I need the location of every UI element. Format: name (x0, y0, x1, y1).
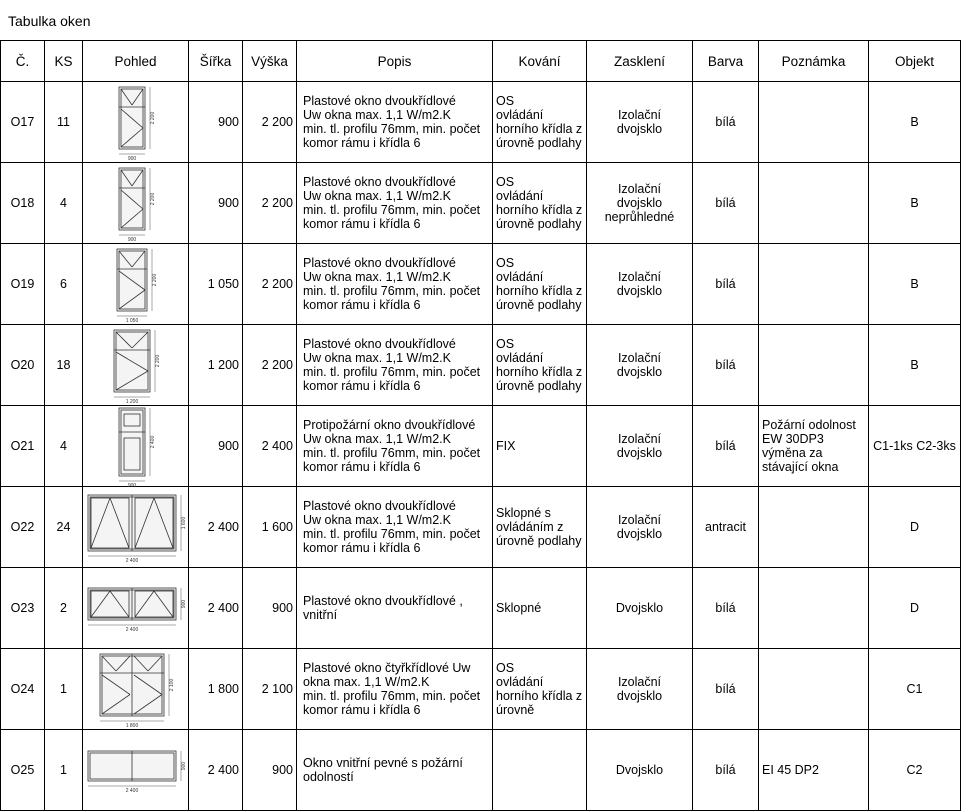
cell-cislo: O25 (1, 730, 45, 811)
kovani-line: horního křídla z (496, 284, 583, 298)
popis-line: Uw okna max. 1,1 W/m2.K (303, 513, 451, 527)
cell-sirka: 2 400 (189, 568, 243, 649)
cell-objekt: C1 (869, 649, 961, 730)
cell-ks: 4 (45, 163, 83, 244)
height-dimension-label: 1 600 (180, 516, 187, 530)
poznamka-line: stávající okna (762, 460, 839, 474)
cell-kovani (493, 730, 587, 811)
width-dimension-label: 900 (127, 483, 136, 489)
cell-sirka: 1 800 (189, 649, 243, 730)
kovani-line: horního křídla z (496, 203, 583, 217)
kovani-line: OS (496, 175, 515, 189)
cell-barva: bílá (693, 163, 759, 244)
cell-sirka: 900 (189, 82, 243, 163)
width-dimension-label: 2 400 (125, 627, 138, 633)
cell-popis (297, 163, 493, 244)
width-dimension-label: 2 400 (125, 788, 138, 794)
kovani-line: Sklopné (496, 601, 542, 615)
cell-pohled (83, 568, 189, 649)
cell-cislo: O17 (1, 82, 45, 163)
height-dimension-label: 2 400 (149, 435, 156, 449)
cell-popis (297, 406, 493, 487)
kovani-line: úrovně podlahy (496, 136, 582, 150)
cell-zaskleni (587, 406, 693, 487)
height-dimension-label: 2 200 (154, 354, 161, 368)
cell-barva: bílá (693, 730, 759, 811)
window-drawing (84, 326, 188, 404)
zaskleni-line: Izolační (617, 182, 662, 196)
cell-pohled (83, 82, 189, 163)
cell-kovani (493, 82, 587, 163)
cell-popis (297, 730, 493, 811)
popis-line: Plastové okno čtyřkřídlové Uw (303, 661, 471, 675)
popis-line: min. tl. profilu 76mm, min. počet (303, 689, 481, 703)
cell-zaskleni (587, 730, 693, 811)
popis-line: min. tl. profilu 76mm, min. počet (303, 527, 481, 541)
popis-line: okna max. 1,1 W/m2.K (303, 675, 430, 689)
cell-barva: bílá (693, 406, 759, 487)
cell-pohled (83, 325, 189, 406)
cell-pohled (83, 406, 189, 487)
popis-line: Uw okna max. 1,1 W/m2.K (303, 270, 451, 284)
cell-vyska: 2 400 (243, 406, 297, 487)
cell-barva: bílá (693, 82, 759, 163)
popis-line: Plastové okno dvoukřídlové (303, 256, 456, 270)
cell-vyska: 900 (243, 568, 297, 649)
zaskleni-line: Izolační (617, 675, 662, 689)
popis-line: Plastové okno dvoukřídlové (303, 337, 456, 351)
table-row (1, 487, 961, 568)
popis-line: Uw okna max. 1,1 W/m2.K (303, 432, 451, 446)
window-drawing (84, 731, 188, 809)
zaskleni-line: dvojsklo (616, 365, 663, 379)
cell-zaskleni (587, 82, 693, 163)
kovani-line: OS (496, 256, 515, 270)
height-dimension-label: 2 200 (149, 111, 156, 125)
popis-line: komor rámu i křídla 6 (303, 136, 421, 150)
cell-poznamka (759, 82, 869, 163)
zaskleni-line: Izolační (617, 432, 662, 446)
cell-sirka: 900 (189, 163, 243, 244)
cell-kovani (493, 649, 587, 730)
cell-objekt: D (869, 487, 961, 568)
kovani-line: ovládáním z (496, 520, 564, 534)
popis-line: min. tl. profilu 76mm, min. počet (303, 365, 481, 379)
poznamka-line: EW 30DP3 (762, 432, 824, 446)
height-dimension-label: 2 100 (168, 678, 175, 692)
kovani-line: ovládání (496, 675, 544, 689)
table-row (1, 730, 961, 811)
popis-line: komor rámu i křídla 6 (303, 703, 421, 717)
cell-kovani (493, 487, 587, 568)
kovani-line: úrovně podlahy (496, 379, 582, 393)
cell-barva: bílá (693, 649, 759, 730)
window-drawing (84, 650, 188, 728)
header-cislo: Č. (1, 41, 45, 82)
table-row (1, 244, 961, 325)
cell-poznamka (759, 325, 869, 406)
cell-kovani (493, 406, 587, 487)
kovani-line: OS (496, 661, 515, 675)
cell-kovani (493, 244, 587, 325)
popis-line: komor rámu i křídla 6 (303, 298, 421, 312)
poznamka-line: výměna za (762, 446, 823, 460)
popis-line: Uw okna max. 1,1 W/m2.K (303, 189, 451, 203)
zaskleni-line: dvojsklo (616, 527, 663, 541)
cell-sirka: 2 400 (189, 487, 243, 568)
window-table (0, 40, 961, 811)
cell-zaskleni (587, 649, 693, 730)
cell-objekt: B (869, 244, 961, 325)
popis-line: Plastové okno dvoukřídlové (303, 499, 456, 513)
cell-barva: antracit (693, 487, 759, 568)
cell-vyska: 2 100 (243, 649, 297, 730)
cell-popis (297, 568, 493, 649)
popis-line: Plastové okno dvoukřídlové , (303, 594, 463, 608)
table-row (1, 325, 961, 406)
width-dimension-label: 900 (127, 237, 136, 243)
popis-line: Uw okna max. 1,1 W/m2.K (303, 351, 451, 365)
cell-objekt: D (869, 568, 961, 649)
popis-line: komor rámu i křídla 6 (303, 460, 421, 474)
cell-pohled (83, 163, 189, 244)
header-sirka: Šířka (189, 41, 243, 82)
cell-ks: 2 (45, 568, 83, 649)
window-frame (117, 249, 147, 311)
kovani-line: úrovně (496, 703, 535, 717)
height-dimension-label: 900 (180, 761, 187, 771)
window-drawing (84, 164, 188, 242)
cell-zaskleni (587, 568, 693, 649)
window-drawing (84, 488, 188, 566)
cell-ks: 1 (45, 730, 83, 811)
cell-cislo: O23 (1, 568, 45, 649)
width-dimension-label: 2 400 (125, 558, 138, 564)
cell-popis (297, 244, 493, 325)
cell-ks: 24 (45, 487, 83, 568)
cell-zaskleni (587, 244, 693, 325)
popis-line: vnitřní (303, 608, 338, 622)
cell-vyska: 2 200 (243, 163, 297, 244)
cell-ks: 6 (45, 244, 83, 325)
zaskleni-line: Izolační (617, 513, 662, 527)
popis-line: min. tl. profilu 76mm, min. počet (303, 284, 481, 298)
kovani-line: ovládání (496, 189, 544, 203)
cell-zaskleni (587, 487, 693, 568)
cell-poznamka (759, 406, 869, 487)
header-barva: Barva (693, 41, 759, 82)
popis-line: Plastové okno dvoukřídlové (303, 175, 456, 189)
cell-popis (297, 325, 493, 406)
cell-cislo: O24 (1, 649, 45, 730)
cell-vyska: 2 200 (243, 82, 297, 163)
cell-vyska: 2 200 (243, 244, 297, 325)
kovani-line: úrovně podlahy (496, 217, 582, 231)
kovani-line: ovládání (496, 351, 544, 365)
zaskleni-line: neprůhledné (604, 210, 675, 224)
header-zaskleni: Zasklení (587, 41, 693, 82)
table-row (1, 649, 961, 730)
poznamka-line: EI 45 DP2 (762, 763, 819, 777)
cell-poznamka (759, 649, 869, 730)
cell-vyska: 2 200 (243, 325, 297, 406)
cell-cislo: O18 (1, 163, 45, 244)
cell-barva: bílá (693, 325, 759, 406)
popis-line: komor rámu i křídla 6 (303, 379, 421, 393)
cell-sirka: 1 200 (189, 325, 243, 406)
cell-objekt: C2 (869, 730, 961, 811)
popis-line: min. tl. profilu 76mm, min. počet (303, 446, 481, 460)
header-objekt: Objekt (869, 41, 961, 82)
page-title: Tabulka oken (8, 13, 91, 29)
width-dimension-label: 1 800 (125, 723, 138, 729)
zaskleni-line: Izolační (617, 108, 662, 122)
popis-line: Uw okna max. 1,1 W/m2.K (303, 108, 451, 122)
popis-line: Okno vnitřní pevné s požární (303, 756, 463, 770)
cell-popis (297, 487, 493, 568)
cell-sirka: 1 050 (189, 244, 243, 325)
popis-line: komor rámu i křídla 6 (303, 541, 421, 555)
table-row (1, 406, 961, 487)
cell-cislo: O19 (1, 244, 45, 325)
kovani-line: FIX (496, 439, 516, 453)
cell-zaskleni (587, 163, 693, 244)
kovani-line: Sklopné s (496, 506, 551, 520)
table-row (1, 82, 961, 163)
kovani-line: horního křídla z (496, 365, 583, 379)
zaskleni-line: dvojsklo (616, 122, 663, 136)
cell-objekt: B (869, 163, 961, 244)
height-dimension-label: 2 200 (151, 273, 158, 287)
cell-poznamka (759, 163, 869, 244)
cell-sirka: 900 (189, 406, 243, 487)
window-drawing (84, 245, 188, 323)
zaskleni-line: Dvojsklo (615, 601, 664, 615)
zaskleni-line: Izolační (617, 351, 662, 365)
table-row (1, 163, 961, 244)
window-frame (114, 330, 150, 392)
kovani-line: OS (496, 337, 515, 351)
cell-objekt: C1-1ks C2-3ks (869, 406, 961, 487)
cell-ks: 11 (45, 82, 83, 163)
height-dimension-label: 2 200 (149, 192, 156, 206)
cell-vyska: 1 600 (243, 487, 297, 568)
cell-poznamka (759, 244, 869, 325)
popis-line: odolností (303, 770, 354, 784)
cell-ks: 18 (45, 325, 83, 406)
cell-popis (297, 82, 493, 163)
popis-line: Protipožární okno dvoukřídlové (303, 418, 476, 432)
table-header (1, 41, 961, 82)
cell-vyska: 900 (243, 730, 297, 811)
cell-kovani (493, 163, 587, 244)
cell-ks: 4 (45, 406, 83, 487)
cell-barva: bílá (693, 568, 759, 649)
window-drawing (84, 407, 188, 489)
popis-line: Plastové okno dvoukřídlové (303, 94, 456, 108)
header-pohled: Pohled (83, 41, 189, 82)
zaskleni-line: dvojsklo (616, 446, 663, 460)
cell-cislo: O20 (1, 325, 45, 406)
cell-poznamka (759, 730, 869, 811)
width-dimension-label: 900 (127, 156, 136, 162)
header-ks: KS (45, 41, 83, 82)
kovani-line: úrovně podlahy (496, 534, 582, 548)
window-drawing (84, 569, 188, 647)
header-kovani: Kování (493, 41, 587, 82)
header-poznamka: Poznámka (759, 41, 869, 82)
cell-sirka: 2 400 (189, 730, 243, 811)
width-dimension-label: 1 200 (125, 399, 138, 405)
kovani-line: úrovně podlahy (496, 298, 582, 312)
popis-line: min. tl. profilu 76mm, min. počet (303, 122, 481, 136)
poznamka-line: Požární odolnost (762, 418, 856, 432)
zaskleni-line: dvojsklo (616, 196, 663, 210)
header-popis: Popis (297, 41, 493, 82)
cell-kovani (493, 568, 587, 649)
table-row (1, 568, 961, 649)
height-dimension-label: 900 (180, 599, 187, 609)
zaskleni-line: Dvojsklo (615, 763, 664, 777)
popis-line: komor rámu i křídla 6 (303, 217, 421, 231)
cell-popis (297, 649, 493, 730)
kovani-line: ovládání (496, 108, 544, 122)
kovani-line: OS (496, 94, 515, 108)
cell-ks: 1 (45, 649, 83, 730)
window-frame (119, 408, 145, 476)
cell-zaskleni (587, 325, 693, 406)
cell-pohled (83, 649, 189, 730)
kovani-line: ovládání (496, 270, 544, 284)
cell-pohled (83, 244, 189, 325)
cell-barva: bílá (693, 244, 759, 325)
header-vyska: Výška (243, 41, 297, 82)
cell-cislo: O22 (1, 487, 45, 568)
width-dimension-label: 1 050 (125, 318, 138, 324)
cell-objekt: B (869, 325, 961, 406)
cell-kovani (493, 325, 587, 406)
cell-pohled (83, 730, 189, 811)
window-drawing (84, 83, 188, 161)
zaskleni-line: dvojsklo (616, 284, 663, 298)
cell-objekt: B (869, 82, 961, 163)
cell-poznamka (759, 568, 869, 649)
kovani-line: horního křídla z (496, 689, 583, 703)
cell-pohled (83, 487, 189, 568)
zaskleni-line: dvojsklo (616, 689, 663, 703)
popis-line: min. tl. profilu 76mm, min. počet (303, 203, 481, 217)
zaskleni-line: Izolační (617, 270, 662, 284)
cell-poznamka (759, 487, 869, 568)
cell-cislo: O21 (1, 406, 45, 487)
kovani-line: horního křídla z (496, 122, 583, 136)
